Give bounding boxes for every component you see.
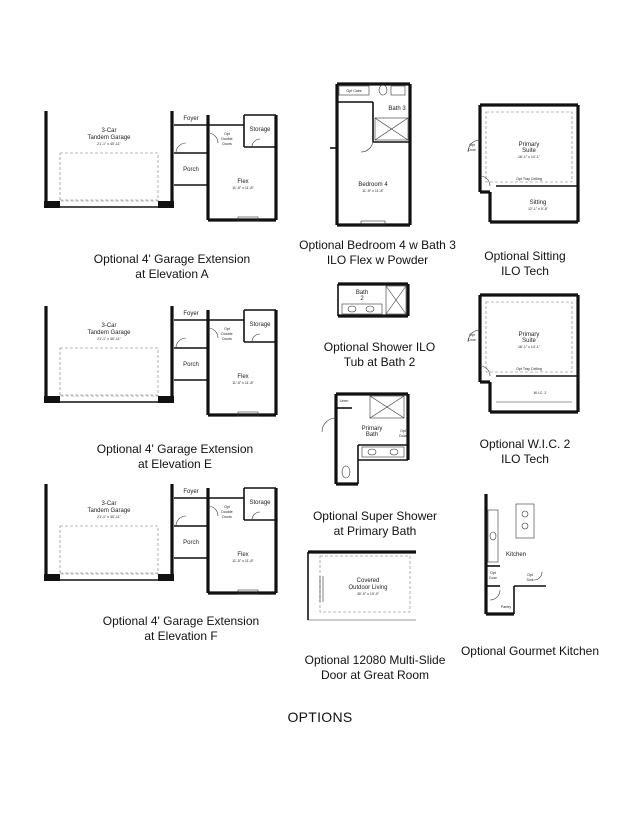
sitting-caption xyxy=(470,249,580,279)
storage-label: Storage xyxy=(249,127,271,133)
door-label: Door xyxy=(399,434,407,438)
sitting-plan xyxy=(460,100,585,230)
caption-line-2: at Elevation F xyxy=(144,629,218,643)
garage-dimensions: 21'-1" x 40'-11" xyxy=(97,515,121,519)
double-label: Double xyxy=(221,510,233,514)
garage-label: 3-Car xyxy=(101,128,117,134)
gourmet-kitchen-plan xyxy=(478,490,553,620)
outdoor-caption xyxy=(280,653,470,683)
primary-suite-label: Primary xyxy=(518,332,540,338)
opt-label: Opt xyxy=(224,132,230,136)
caption-line-2: Tub at Bath 2 xyxy=(343,355,416,369)
bedroom-4-caption xyxy=(285,238,470,268)
caption-line-1: Optional Shower ILO xyxy=(323,340,436,354)
caption-line-2: ILO Tech xyxy=(501,452,549,466)
plan-walls xyxy=(322,394,408,484)
caption-line-2: at Elevation A xyxy=(135,267,209,281)
foyer-label: Foyer xyxy=(183,116,199,122)
plan-walls xyxy=(44,306,276,416)
caption-line-1: Optional 12080 Multi-Slide xyxy=(304,653,446,667)
caption-line-2: Door at Great Room xyxy=(320,668,430,682)
garage-dimensions: 21'-1" x 40'-11" xyxy=(97,337,121,341)
flex-label: Flex xyxy=(237,374,249,380)
pantry-label: Pantry xyxy=(500,605,512,609)
flex-dimensions: 11'-5" x 11'-8" xyxy=(232,559,254,563)
garage-f-caption xyxy=(61,614,301,644)
primary-bath-label: Primary xyxy=(361,426,383,432)
storage-label: Storage xyxy=(249,322,271,328)
garage-extension-elevation-e-plan xyxy=(40,300,280,420)
primary-suite-dimensions: 16'-1" x 14'-1" xyxy=(517,155,541,159)
plan-walls xyxy=(44,484,276,594)
opt-label: Opt xyxy=(224,327,230,331)
porch-label: Porch xyxy=(183,362,199,368)
primary-suite-label-2: Suite xyxy=(522,148,536,154)
outdoor-living-label: Outdoor Living xyxy=(348,585,388,591)
flex-dimensions: 11'-5" x 11'-8" xyxy=(232,186,254,190)
plan-walls xyxy=(468,105,578,222)
bedroom-4-bath-3-plan xyxy=(325,80,415,230)
garage-dimensions: 21'-1" x 40'-11" xyxy=(97,142,121,146)
super-shower-plan xyxy=(318,390,418,490)
primary-bath-label-2: Bath xyxy=(365,432,379,438)
caption-line-2: ILO Tech xyxy=(501,264,549,278)
caption-line-2: at Elevation E xyxy=(137,457,213,471)
flex-label: Flex xyxy=(237,179,249,185)
porch-label: Porch xyxy=(183,540,199,546)
opt-2-label: Opt xyxy=(527,573,533,577)
caption-line-1: Optional 4' Garage Extension xyxy=(102,614,260,628)
outdoor-living-plan xyxy=(300,548,420,628)
foyer-label: Foyer xyxy=(183,311,199,317)
garage-a-caption xyxy=(52,252,292,282)
sink-label: Sink xyxy=(526,578,534,582)
kitchen-label: Kitchen xyxy=(505,552,527,558)
covered-label: Covered xyxy=(356,578,380,584)
wic-2-caption xyxy=(470,437,580,467)
opt-label: Opt xyxy=(469,143,475,147)
plan-walls xyxy=(44,111,276,221)
caption-line-1: Optional Sitting xyxy=(484,249,566,263)
tray-ceiling-label: Opt Tray Ceiling xyxy=(516,367,542,371)
caption-line-2: ILO Flex w Powder xyxy=(326,253,429,267)
opt-label: Opt xyxy=(224,505,230,509)
bath-number: 2 xyxy=(360,296,364,302)
doors-label: Doors xyxy=(222,142,232,146)
plan-walls xyxy=(338,284,408,316)
caption-line-1: Optional 4' Garage Extension xyxy=(93,252,251,266)
door-label: Door xyxy=(468,338,476,342)
caption-line-1: Optional Gourmet Kitchen xyxy=(460,644,600,658)
sitting-dimensions: 12'-1" x 5'-8" xyxy=(527,207,549,211)
garage-label: 3-Car xyxy=(101,501,117,507)
caption-line-1: Optional 4' Garage Extension xyxy=(96,442,254,456)
garage-extension-elevation-f-plan xyxy=(40,478,280,598)
super-shower-caption xyxy=(290,509,460,539)
wic-2-plan xyxy=(460,290,585,420)
doors-label: Doors xyxy=(222,515,232,519)
garage-extension-elevation-a-plan xyxy=(40,105,280,225)
flex-dimensions: 11'-5" x 11'-8" xyxy=(232,381,254,385)
primary-suite-label-2: Suite xyxy=(522,338,536,344)
garage-label: 3-Car xyxy=(101,323,117,329)
shower-bath-2-plan xyxy=(334,280,414,320)
outdoor-living-dimensions: 30'-0" x 10'-0" xyxy=(356,592,380,596)
caption-line-1: Optional W.I.C. 2 xyxy=(479,437,571,451)
doors-label: Doors xyxy=(222,337,232,341)
storage-label: Storage xyxy=(249,500,271,506)
opt-label: Opt xyxy=(490,571,496,575)
double-label: Double xyxy=(221,137,233,141)
shower-caption xyxy=(292,340,467,370)
caption-line-1: Optional Super Shower xyxy=(312,509,438,523)
primary-suite-dimensions: 16'-1" x 14'-1" xyxy=(517,345,541,349)
garage-e-caption xyxy=(55,442,295,472)
opt-label: Opt xyxy=(400,429,406,433)
tray-ceiling-label: Opt Tray Ceiling xyxy=(516,177,542,181)
kitchen-caption xyxy=(445,644,615,659)
sitting-label: Sitting xyxy=(529,200,547,206)
opt-cabs-label: Opt Cabs xyxy=(346,89,362,93)
bath-label: Bath xyxy=(355,290,369,296)
linen-label: Linen xyxy=(339,399,349,403)
flex-label: Flex xyxy=(237,552,249,558)
garage-label-2: Tandem Garage xyxy=(87,330,131,336)
plan-walls xyxy=(468,295,578,412)
garage-label-2: Tandem Garage xyxy=(87,135,131,141)
bedroom-4-dimensions: 11'-5" x 11'-8" xyxy=(362,189,384,193)
caption-line-1: Optional Bedroom 4 w Bath 3 xyxy=(299,238,456,252)
opt-label: Opt xyxy=(469,333,475,337)
double-label: Double xyxy=(221,332,233,336)
porch-label: Porch xyxy=(183,167,199,173)
caption-line-2: at Primary Bath xyxy=(333,524,417,538)
door-label: Door xyxy=(468,148,476,152)
page-title: OPTIONS xyxy=(287,709,353,725)
garage-label-2: Tandem Garage xyxy=(87,508,131,514)
bedroom-4-label: Bedroom 4 xyxy=(358,182,388,188)
wic-2-label: W.I.C. 2 xyxy=(533,391,547,395)
primary-suite-label: Primary xyxy=(518,142,540,148)
foyer-label: Foyer xyxy=(183,489,199,495)
door-label: Door xyxy=(489,576,497,580)
bath-3-label: Bath 3 xyxy=(388,106,406,112)
